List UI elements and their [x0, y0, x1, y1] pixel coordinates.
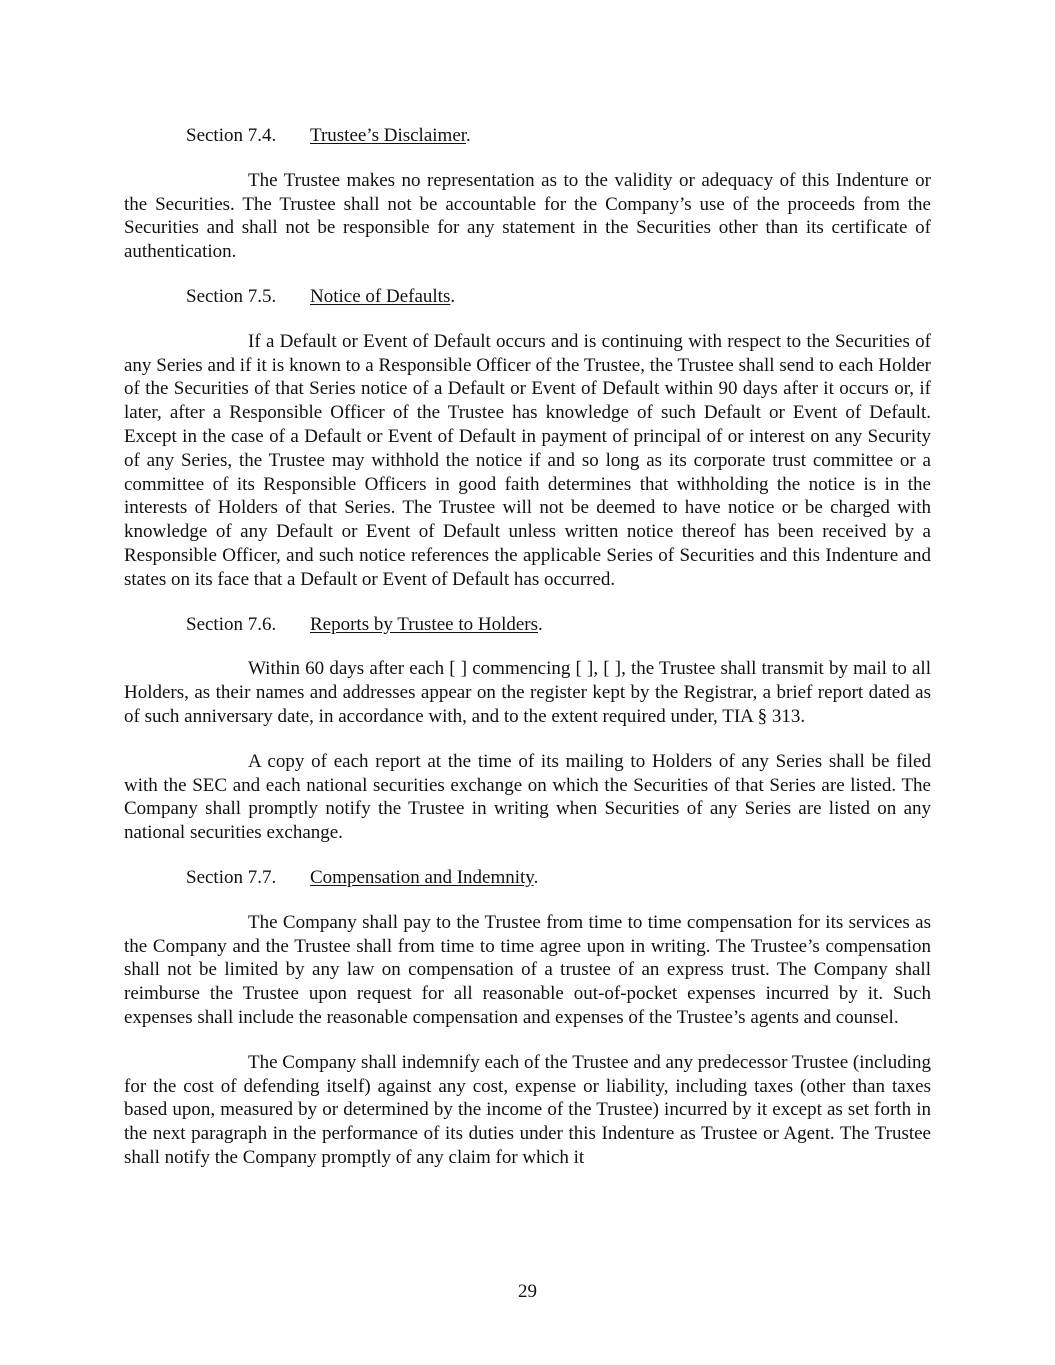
section-number: Section 7.7. — [186, 866, 277, 888]
section-number: Section 7.4. — [186, 125, 277, 146]
section-heading-7-7 — [186, 866, 931, 890]
page-number: 29 — [518, 1281, 537, 1302]
section-number: Section 7.5. — [186, 285, 277, 307]
document-body — [124, 124, 931, 1191]
paragraph: A copy of each report at the time of its mailing to Holders of any Series shall be filed with the SEC and each national securities exchange on which the Securities of that Series are listed. The Company shall promptly notify the Trustee in writing when Securities of any Series are listed on any national securities exchange. — [124, 750, 931, 844]
paragraph: The Trustee makes no representation as to the validity or adequacy of this Indenture or the Securities. The Trustee shall not be accountable for the Company’s use of the proceeds from the Securities and shall not be responsible for any statement in the Securities other than its certificate of authentication. — [124, 169, 931, 263]
heading-punctuation: . — [466, 125, 471, 146]
section-heading-7-5 — [186, 285, 931, 309]
section-heading-7-6 — [186, 613, 931, 637]
heading-punctuation: . — [533, 866, 539, 888]
heading-punctuation: . — [538, 613, 543, 635]
paragraph: If a Default or Event of Default occurs and is continuing with respect to the Securities of any Series and if it is known to a Responsible Officer of the Trustee, the Trustee shall send to each Holder of the Securities of that Series notice of a Default or Event of Default within 90 days after it occurs or, if later, after a Responsible Officer of the Trustee has knowledge of such Default or Event of Default. Except in the case of a Default or Event of Default in payment of principal of or interest on any Security of any Series, the Trustee may withhold the notice if and so long as its corporate trust committee or a committee of its Responsible Officers in good faith determines that withholding the notice is in the interests of Holders of that Series. The Trustee will not be deemed to have notice or be charged with knowledge of any Default or Event of Default unless written notice thereof has been received by a Responsible Officer, and such notice references the applicable Series of Securities and this Indenture and states on its face that a Default or Event of Default has occurred. — [124, 330, 931, 590]
section-heading-7-4 — [186, 124, 931, 148]
section-title: Compensation and Indemnity — [310, 866, 534, 888]
section-title: Trustee’s Disclaimer — [310, 125, 467, 146]
heading-punctuation: . — [450, 285, 456, 307]
paragraph: Within 60 days after each [ ] commencing [ ], [ ], the Trustee shall transmit by mail to all Holders, as their names and addresses appear on the register kept by the Registrar, a brief report dated as of such anniversary date, in accordance with, and to the extent required under, TIA § 313. — [124, 658, 931, 727]
paragraph: The Company shall pay to the Trustee from time to time compensation for its services as the Company and the Trustee shall from time to time agree upon in writing. The Trustee’s compensation shall not be limited by any law on compensation of a trustee of an express trust. The Company shall reimburse the Trustee upon request for all reasonable out-of-pocket expenses incurred by it. Such expenses shall include the reasonable compensation and expenses of the Trustee’s agents and counsel. — [124, 911, 931, 1028]
section-title: Reports by Trustee to Holders — [310, 613, 538, 635]
section-title: Notice of Defaults — [310, 285, 451, 307]
section-number: Section 7.6. — [186, 613, 277, 635]
paragraph: The Company shall indemnify each of the Trustee and any predecessor Trustee (including for the cost of defending itself) against any cost, expense or liability, including taxes (other than taxes based upon, measured by or determined by the income of the Trustee) incurred by it except as set forth in the next paragraph in the performance of its duties under this Indenture as Trustee or Agent. The Trustee shall notify the Company promptly of any claim for which it — [124, 1051, 931, 1168]
